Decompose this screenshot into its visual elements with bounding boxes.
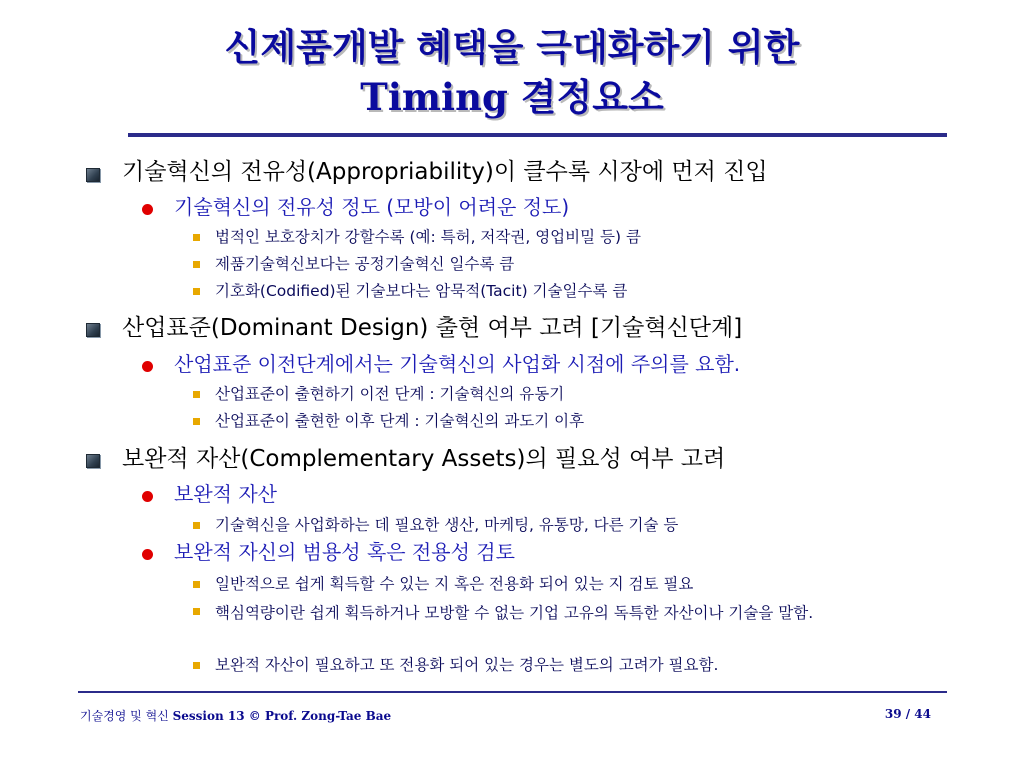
level3-item: 산업표준이 출현한 이후 단계 : 기술혁신의 과도기 이후 [215,412,585,430]
level2-item: 산업표준 이전단계에서는 기술혁신의 사업화 시점에 주의를 요함. [174,352,741,376]
level1-item: 산업표준(Dominant Design) 출현 여부 고려 [기술혁신단계] [122,315,743,341]
level2-item: 기술혁신의 전유성 정도 (모방이 어려운 정도) [174,195,570,219]
level1-item: 보완적 자산(Complementary Assets)의 필요성 여부 고려 [122,446,726,472]
level1-bullet-icon [86,323,100,337]
footer-left [80,707,391,724]
footer-session: Session 13 © Prof. Zong-Tae Bae [172,709,392,723]
slide-title-line-1: 신제품개발 혜택을 극대화하기 위한 [224,25,800,69]
level3-bullet-icon [193,391,200,398]
level2-bullet-icon [142,204,153,215]
level3-item: 산업표준이 출현하기 이전 단계 : 기술혁신의 유동기 [215,385,565,403]
level3-item: 기술혁신을 사업화하는 데 필요한 생산, 마케팅, 유통망, 다른 기술 등 [215,516,679,534]
level1-bullet-icon [86,168,100,182]
level2-bullet-icon [142,549,153,560]
level3-bullet-icon [193,608,200,615]
title-divider [128,133,947,137]
level3-bullet-icon [193,662,200,669]
page-number: 39 / 44 [884,707,931,721]
footer-divider [78,691,947,693]
level1-item: 기술혁신의 전유성(Appropriability)이 클수록 시장에 먼저 진입 [122,159,768,185]
footer-course: 기술경영 및 혁신 [80,709,169,723]
level3-bullet-icon [193,418,200,425]
level3-bullet-icon [193,522,200,529]
level3-bullet-icon [193,261,200,268]
level3-bullet-icon [193,288,200,295]
level3-bullet-icon [193,581,200,588]
level3-item: 핵심역량이란 쉽게 획득하거나 모방할 수 없는 기업 고유의 독특한 자산이나 기술을 말함. [215,604,814,622]
level2-item: 보완적 자산 [174,482,277,506]
level3-item: 법적인 보호장치가 강할수록 (예: 특허, 저작권, 영업비밀 등) 큼 [215,228,641,246]
level3-item: 기호화(Codified)된 기술보다는 암묵적(Tacit) 기술일수록 큼 [215,282,628,300]
slide-title [0,22,1024,122]
slide-title-line-2: Timing 결정요소 [360,75,664,119]
level1-bullet-icon [86,454,100,468]
level2-item: 보완적 자신의 범용성 혹은 전용성 검토 [174,540,515,564]
level3-item: 보완적 자산이 필요하고 또 전용화 되어 있는 경우는 별도의 고려가 필요함. [215,656,719,674]
level3-item: 일반적으로 쉽게 획득할 수 있는 지 혹은 전용화 되어 있는 지 검토 필요 [215,575,694,593]
level2-bullet-icon [142,361,153,372]
level3-bullet-icon [193,234,200,241]
level3-item: 제품기술혁신보다는 공정기술혁신 일수록 큼 [215,255,515,273]
level2-bullet-icon [142,491,153,502]
